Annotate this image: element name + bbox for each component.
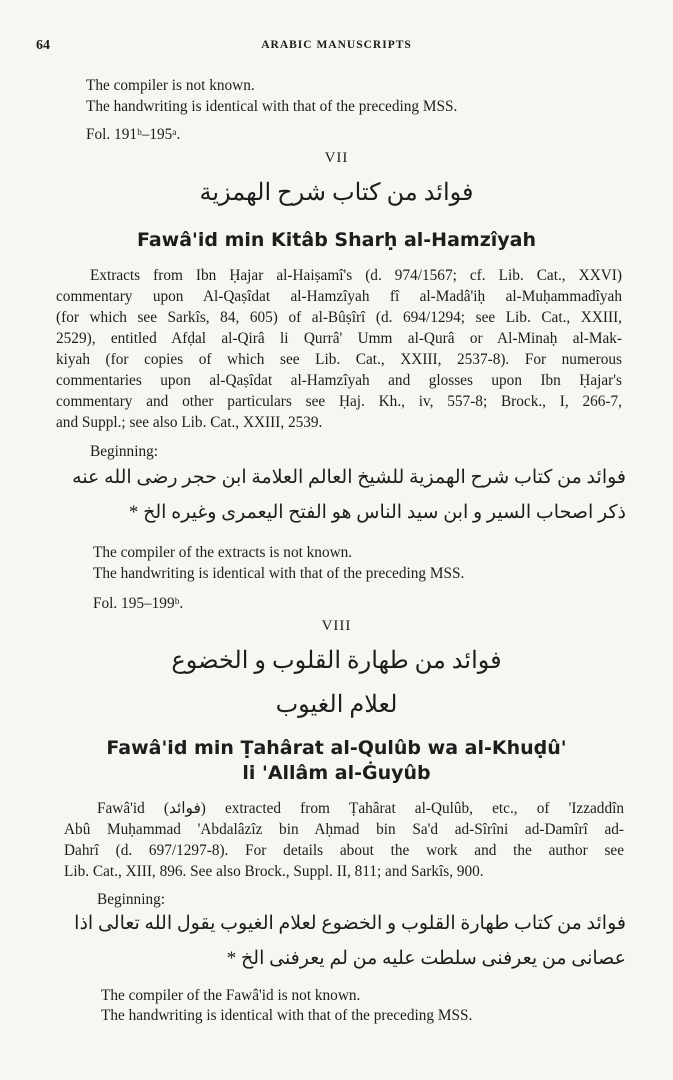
section-viii-title-line: Fawâ'id min Ṭahârat al-Qulûb wa al-Khuḍû'	[106, 737, 567, 759]
section-viii-beginning-arabic-line: عصانى من يعرفنى سلطت عليه من لم يعرفنى الخ *	[226, 948, 626, 969]
page-number: 64	[36, 38, 50, 53]
description-line: commentary upon Al-Qaṣîdat al-Hamzîyah fî al-Madâ'iḥ al-Muḥammadîyah	[56, 288, 622, 305]
section-vii-beginning-arabic-line: فوائد من كتاب شرح الهمزية للشيخ العالم العلامة ابن حجر رضى الله عنه	[72, 467, 626, 488]
prev-compiler-note: The compiler is not known.	[86, 77, 255, 94]
section-viii-compiler-note: The compiler of the Fawâ'id is not known.	[101, 987, 361, 1004]
section-viii-arabic-title-line: لعلام الغيوب	[275, 692, 398, 718]
prev-handwriting-note: The handwriting is identical with that of the preceding MSS.	[86, 98, 458, 115]
section-vii-compiler-note: The compiler of the extracts is not known.	[93, 544, 353, 561]
section-vii-folio: Fol. 195–199ᵇ.	[93, 595, 184, 612]
section-vii-number: VII	[324, 150, 349, 166]
section-viii-handwriting-note: The handwriting is identical with that of the preceding MSS.	[101, 1007, 473, 1024]
section-vii-handwriting-note: The handwriting is identical with that of the preceding MSS.	[93, 565, 465, 582]
description-line: Extracts from Ibn Ḥajar al-Haiṣamî's (d. 974/1567; cf. Lib. Cat., XXVI)	[90, 267, 622, 284]
description-line: Fawâ'id (فوائد) extracted from Ṭahârat al-Qulûb, etc., of 'Izzaddîn	[97, 800, 624, 817]
prev-folio: Fol. 191ᵇ–195ᵃ.	[86, 126, 181, 143]
section-viii-number: VIII	[321, 618, 352, 634]
description-line: (for which see Sarkîs, 84, 605) of al-Bûṣîrî (d. 694/1294; see Lib. Cat., XXIII,	[56, 309, 622, 326]
description-line: Lib. Cat., XIII, 896. See also Brock., Suppl. II, 811; and Sarkîs, 900.	[64, 863, 484, 880]
description-line: Dahrî (d. 697/1297-8). For details about the work and the author see	[64, 842, 624, 859]
section-viii-beginning-label: Beginning:	[97, 891, 165, 908]
description-line: 2529), entitled Afḍal al-Qirâ li Qurrâ' Umm al-Qurâ or Al-Minaḥ al-Mak-	[56, 330, 622, 347]
section-viii-arabic-title-line: فوائد من طهارة القلوب و الخضوع	[171, 648, 502, 674]
section-viii-beginning-arabic-line: فوائد من كتاب طهارة القلوب و الخضوع لعلام الغيوب يقول الله تعالى اذا	[74, 913, 626, 934]
section-vii-arabic-title: فوائد من كتاب شرح الهمزية	[199, 180, 474, 206]
description-line: commentaries upon al-Qaṣîdat al-Hamzîyah and glosses upon Ibn Ḥajar's	[56, 372, 622, 389]
section-vii-title: Fawâ'id min Kitâb Sharḥ al-Hamzîyah	[137, 229, 536, 251]
description-line: Abû Muḥammad 'Abdalâzîz bin Aḥmad bin Sa'd ad-Sîrîni ad-Damîrî ad-	[64, 821, 624, 838]
description-line: and Suppl.; see also Lib. Cat., XXIII, 2539.	[56, 414, 323, 431]
section-vii-beginning-arabic-line: ذكر اصحاب السير و ابن سيد الناس هو الفتح اليعمرى وغيره الخ *	[128, 502, 626, 523]
section-viii-title-line: li 'Allâm al-Ġuyûb	[242, 762, 431, 784]
description-line: kiyah (for copies of which see Lib. Cat., XXIII, 2537-8). For numerous	[56, 351, 622, 368]
description-line: commentary and other particulars see Ḥaj. Kh., iv, 557-8; Brock., I, 266-7,	[56, 393, 622, 410]
running-title: ARABIC MANUSCRIPTS	[261, 39, 412, 51]
section-vii-beginning-label: Beginning:	[90, 443, 158, 460]
